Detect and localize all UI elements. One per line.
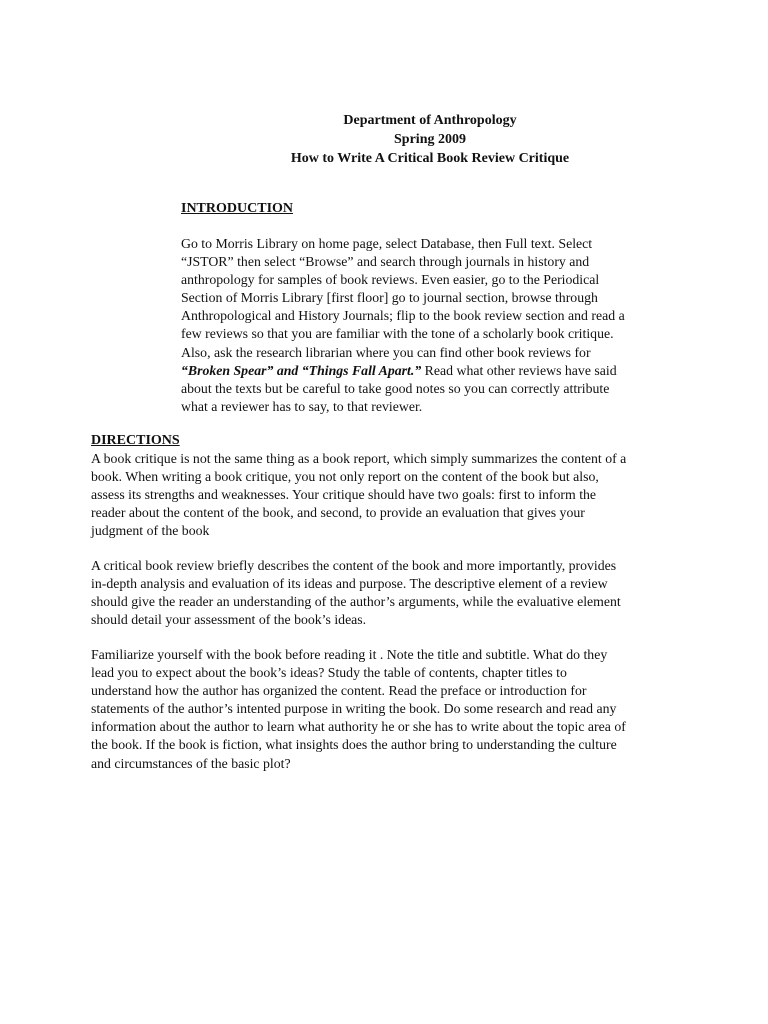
intro-line: Anthropological and History Journals; flip to the book review section and read a [181,308,625,324]
document-header [230,111,630,168]
intro-line-tail: Read what other reviews have said [421,362,617,378]
paragraph-line: A critical book review briefly describes the content of the book and more importantly, provides [91,558,617,573]
intro-line: anthropology for samples of book reviews. Even easier, go to the Periodical [181,272,600,288]
intro-line: Section of Morris Library [first floor] go to journal section, browse through [181,290,598,306]
paragraph-line: and circumstances of the basic plot? [91,755,291,771]
paragraph-line: assess its strengths and weaknesses. Your critique should have two goals: first to inform the [91,487,597,503]
department-title: Department of Anthropology [343,113,517,128]
document-title: How to Write A Critical Book Review Critique [290,151,570,166]
intro-line: few reviews so that you are familiar with the tone of a scholarly book critique. [181,326,614,342]
introduction-paragraph [181,235,681,416]
paragraph-line: statements of the author’s intented purpose in writing the book. Do some research and read any [91,701,617,717]
paragraph-line: should give the reader an understanding of the author’s arguments, while the evaluative element [91,594,621,610]
intro-line: “JSTOR” then select “Browse” and search through journals in history and [181,254,590,270]
directions-paragraph-1 [91,450,691,540]
directions-paragraph-3 [91,646,691,773]
paragraph-line: should detail your assessment of the book’s ideas. [91,612,367,628]
directions-heading: DIRECTIONS [91,433,180,448]
paragraph-line: lead you to expect about the book’s ideas? Study the table of contents, chapter titles to [91,665,567,681]
intro-line: what a reviewer has to say, to that reviewer. [181,398,423,414]
intro-line: Go to Morris Library on home page, select Database, then Full text. Select [181,236,593,251]
paragraph-line: information about the author to learn what authority he or she has to write about the topic area of [91,719,626,735]
paragraph-line: understand how the author has organized the content. Read the preface or introduction for [91,683,587,699]
paragraph-line: book. When writing a book critique, you not only report on the content of the book but also, [91,469,599,485]
intro-line-emphasis [181,362,681,380]
term-title: Spring 2009 [394,132,466,147]
introduction-heading: INTRODUCTION [181,201,294,216]
paragraph-line: Familiarize yourself with the book before reading it . Note the title and subtitle. What do they [91,647,608,662]
intro-line: about the texts but be careful to take good notes so you can correctly attribute [181,380,610,396]
paragraph-line: the book. If the book is fiction, what insights does the author bring to understanding the culture [91,737,617,753]
paragraph-line: reader about the content of the book, and second, to provide an evaluation that gives your [91,505,585,521]
intro-line: Also, ask the research librarian where you can find other book reviews for [181,344,591,360]
paragraph-line: A book critique is not the same thing as a book report, which simply summarizes the content of a [91,451,627,466]
paragraph-line: judgment of the book [91,523,210,539]
paragraph-line: in-depth analysis and evaluation of its ideas and purpose. The descriptive element of a review [91,576,608,592]
book-titles-emphasis: “Broken Spear” and “Things Fall Apart.” [181,362,422,378]
directions-paragraph-2 [91,557,691,629]
